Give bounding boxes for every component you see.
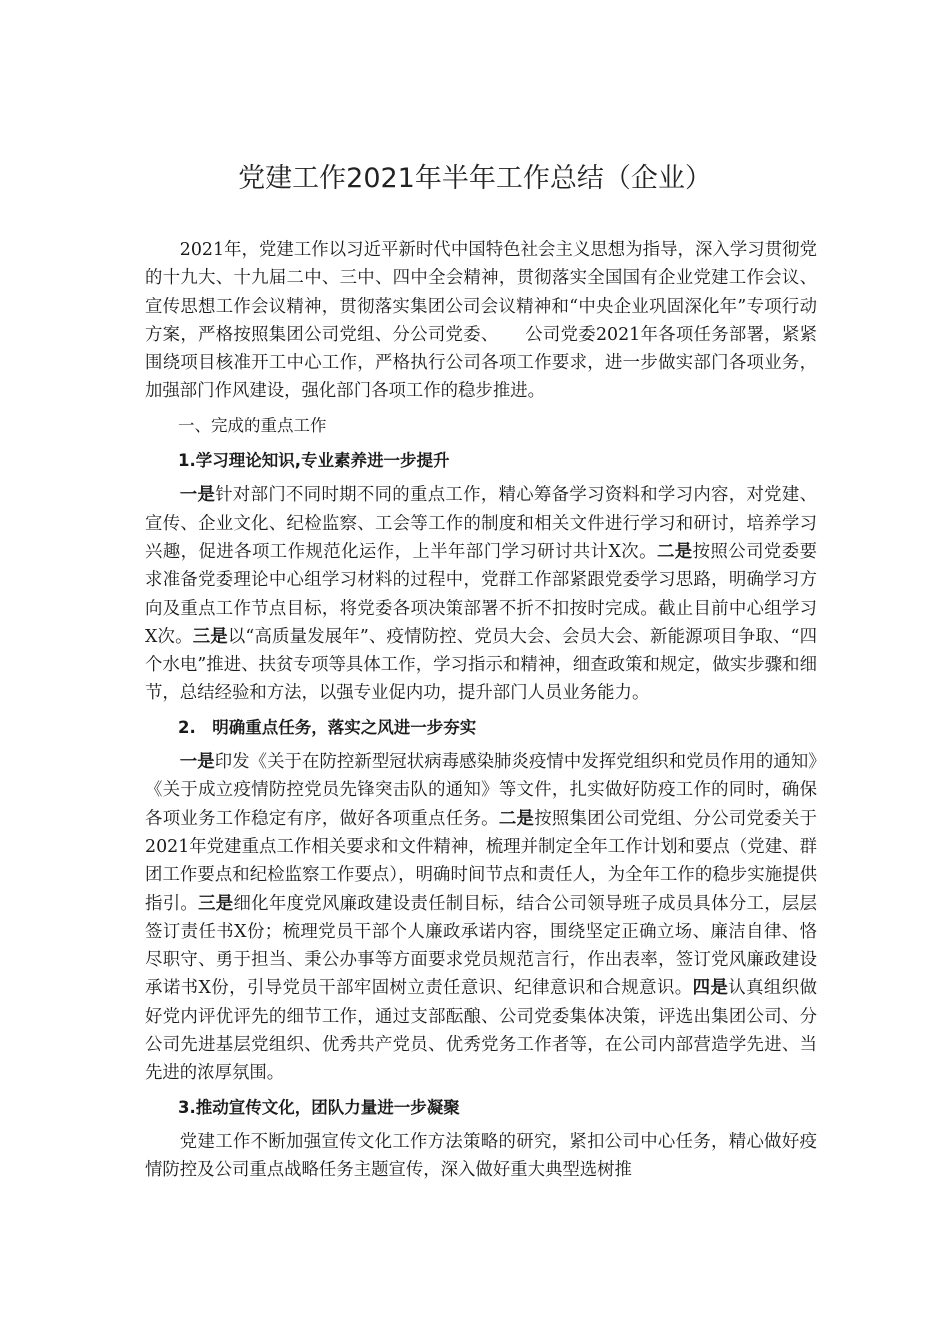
paragraph-text: 以“高质量发展年”、疫情防控、党员大会、会员大会、新能源项目争取、“四个水电”推进、扶贫专项等具体工作，学习指示和精神，细查政策和规定，做实步骤和细节，总结经验和方法，以强专业促内功，提升部门人员业务能力。 <box>145 626 817 704</box>
subsection-3-paragraph: 党建工作不断加强宣传文化工作方法策略的研究，紧扣公司中心任务，精心做好疫情防控及公司重点战略任务主题宣传，深入做好重大典型选树推 <box>145 1131 817 1181</box>
subsection-heading-1: 1.学习理论知识,专业素养进一步提升 <box>178 451 450 471</box>
paragraph-text: 认真组织做好党内评优评先的细节工作，通过支部酝酿、公司党委集体决策，评选出集团公司、分公司先进基层党组织、优秀共产党员、优秀党务工作者等，在公司内部营造学先进、当先进的浓厚氛围。 <box>145 978 817 1084</box>
paragraph-text: 按照集团公司党组、分公司党委关于2021年党建重点工作相关要求和文件精神，梳理并制定全年工作计划和要点（党建、群团工作要点和纪检监察工作要点），明确时间节点和责任人，为全年工作的稳步实施提供指引。 <box>145 808 817 914</box>
keyword-first: 一是 <box>179 485 216 506</box>
subsection-heading-2: 2. 明确重点任务，落实之风进一步夯实 <box>178 717 477 737</box>
keyword-second: 二是 <box>656 541 693 562</box>
keyword-first: 一是 <box>179 752 215 773</box>
paragraph-text: 按照公司党委要求准备党委理论中心组学习材料的过程中，党群工作部紧跟党委学习思路，明确学习方向及重点工作节点目标，将党委各项决策部署不折不扣按时完成。截止目前中心组学习X次。 <box>145 541 817 647</box>
keyword-fourth: 四是 <box>692 978 729 999</box>
intro-paragraph: 2021年，党建工作以习近平新时代中国特色社会主义思想为指导，深入学习贯彻党的十九大、十九届二中、三中、四中全会精神，贯彻落实全国国有企业党建工作会议、宣传思想工作会议精神，贯彻落实集团公司会议精神和“中央企业巩固深化年”专项行动方案，严格按照集团公司党组、分公司党委、 公司党委2021年各项任务部署，紧紧围绕项目核准开工中心工作，严格执行公司各项工作要求，进一步做实部门各项业务，加强部门作风建设，强化部门各项工作的稳步推进。 <box>145 240 817 402</box>
subsection-2-paragraph <box>145 748 817 1088</box>
paragraph-text: 针对部门不同时期不同的重点工作，精心筹备学习资料和学习内容，对党建、宣传、企业文化、纪检监察、工会等工作的制度和相关文件进行学习和研讨，培养学习兴趣，促进各项工作规范化运作，上半年部门学习研讨共计X次。 <box>145 485 817 562</box>
paragraph-text: 印发《关于在防控新型冠状病毒感染肺炎疫情中发挥党组织和党员作用的通知》《关于成立疫情防控党员先锋突击队的通知》等文件，扎实做好防疫工作的同时，确保各项业务工作稳定有序，做好各项重点任务。 <box>145 752 817 829</box>
keyword-third: 三是 <box>192 626 228 647</box>
keyword-third: 三是 <box>198 893 234 914</box>
document-title: 党建工作2021年半年工作总结（企业） <box>238 163 712 194</box>
subsection-heading-3: 3.推动宣传文化，团队力量进一步凝聚 <box>178 1097 460 1117</box>
subsection-1-paragraph <box>145 481 817 707</box>
section-heading: 一、完成的重点工作 <box>178 415 327 435</box>
paragraph-text: 细化年度党风廉政建设责任制目标，结合公司领导班子成员具体分工，层层签订责任书X份；梳理党员干部个人廉政承诺内容，围绕坚定正确立场、廉洁自律、恪尽职守、勇于担当、秉公办事等方面要求党员规范言行，作出表率，签订党风廉政建设承诺书X份，引导党员干部牢固树立责任意识、纪律意识和合规意识。 <box>145 893 817 999</box>
keyword-second: 二是 <box>498 808 535 829</box>
document-body <box>145 236 817 1185</box>
